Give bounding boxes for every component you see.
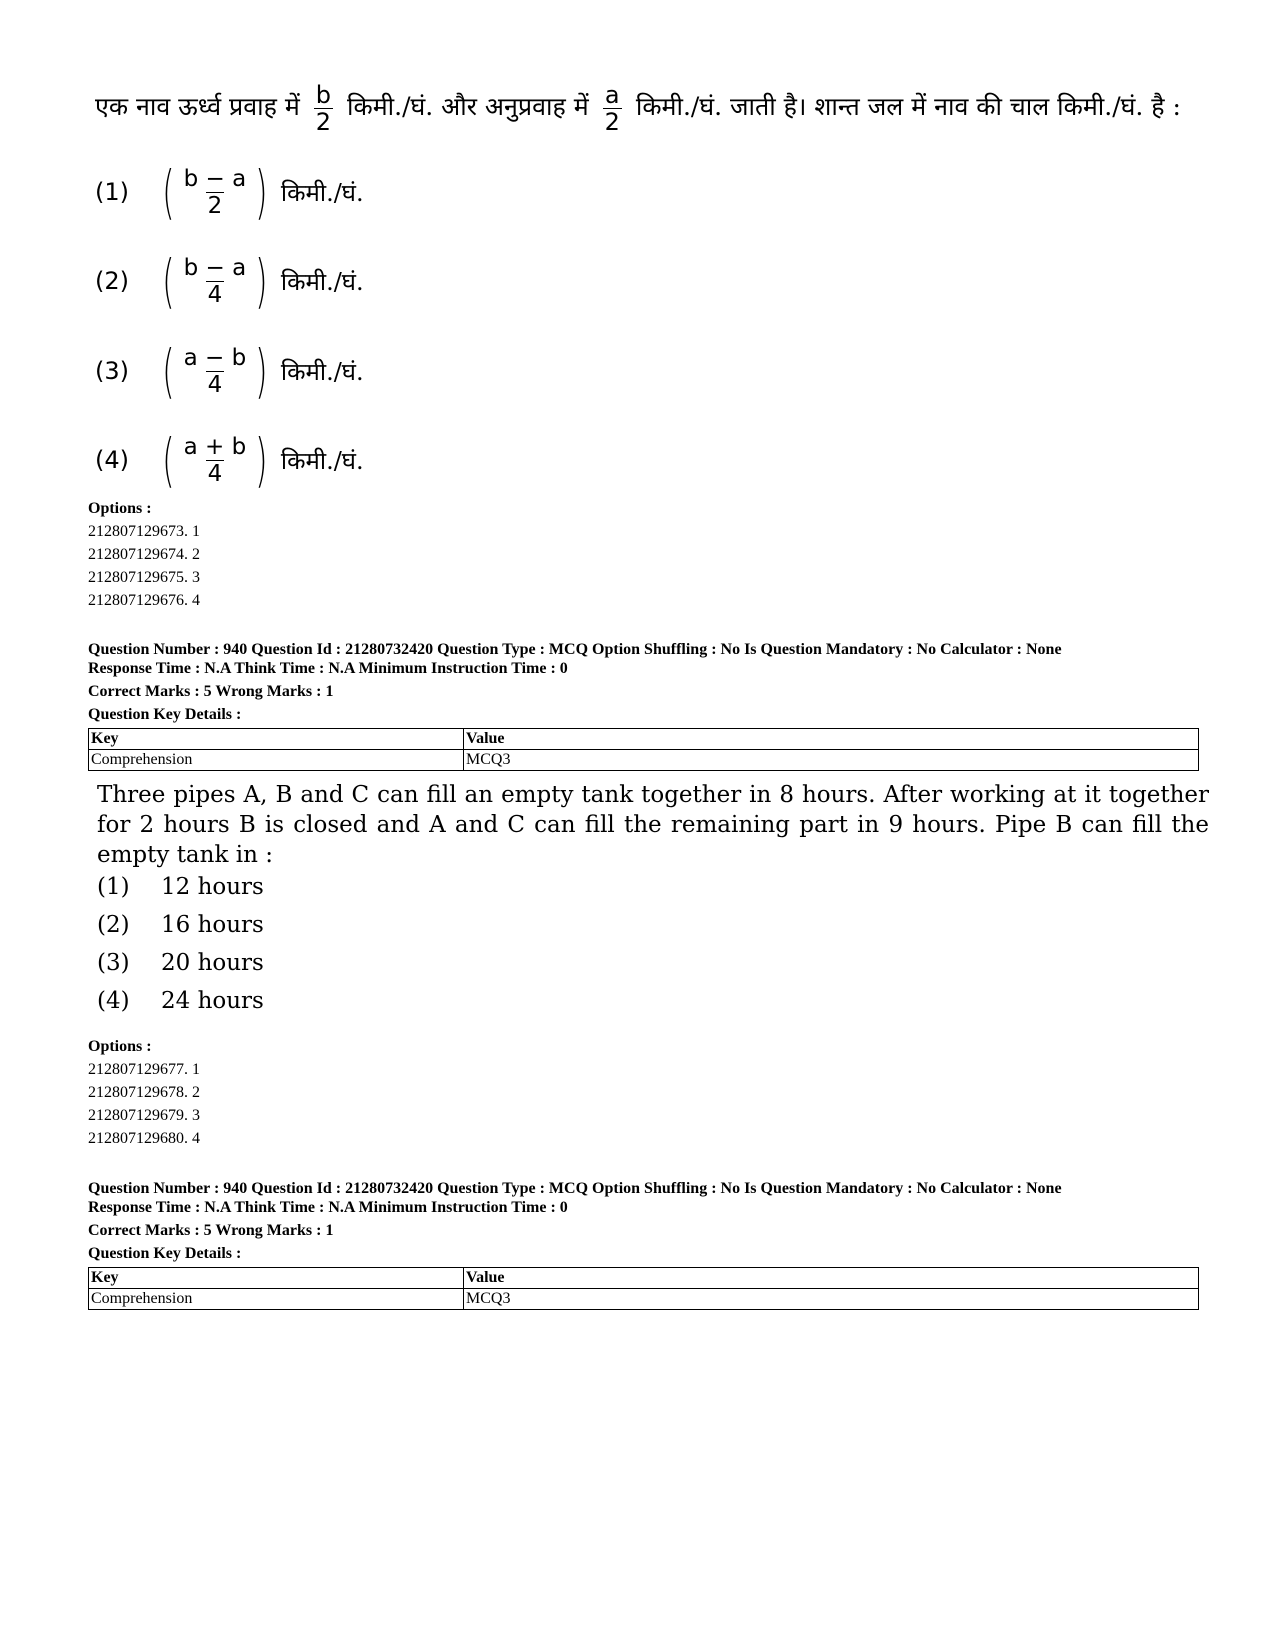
fraction-b-over-2: $\frac{b}{2}$	[315, 81, 332, 136]
q2-choice-4: (4) 24 hours	[97, 988, 264, 1014]
option-id: 212807129675. 3	[88, 569, 200, 586]
q2-choice-3: (3) 20 hours	[97, 950, 264, 976]
q2-choice-1: (1) 12 hours	[97, 874, 264, 900]
q2-choice-2: (2) 16 hours	[97, 912, 264, 938]
option-id: 212807129678. 2	[88, 1084, 200, 1101]
options-label: Options :	[88, 1038, 152, 1055]
option-id: 212807129674. 2	[88, 546, 200, 563]
fraction-a-over-2: $\frac{a}{2}$	[604, 81, 620, 136]
q1-choice-3: (3) ( $\frac{a - b}{4}$ ) किमी./घं.	[95, 337, 364, 405]
key-details-label: Question Key Details :	[88, 706, 242, 723]
q1-choice-2: (2) ( $\frac{b - a}{4}$ ) किमी./घं.	[95, 247, 364, 315]
key-details-table	[88, 728, 1199, 771]
table-row: Key Value	[89, 1268, 1199, 1289]
key-details-label: Question Key Details :	[88, 1245, 242, 1262]
option-id: 212807129677. 1	[88, 1061, 200, 1078]
question-meta-line-2: Response Time : N.A Think Time : N.A Minimum Instruction Time : 0	[88, 1199, 568, 1216]
options-label: Options :	[88, 500, 152, 517]
table-row: Comprehension MCQ3	[89, 750, 1199, 771]
q1-choice-4: (4) ( $\frac{a + b}{4}$ ) किमी./घं.	[95, 426, 364, 494]
question-meta-1	[88, 640, 1218, 725]
option-id: 212807129680. 4	[88, 1130, 200, 1147]
question-1-part-2: किमी./घं. और अनुप्रवाह में	[347, 92, 589, 121]
question-1-part-3: किमी./घं. जाती है। शान्त जल में नाव की चाल किमी./घं. है :	[635, 92, 1181, 121]
question-meta-line-1: Question Number : 940 Question Id : 21280732420 Question Type : MCQ Option Shuffling : No Is Question Mandatory : No Calculator : None	[88, 1180, 1062, 1197]
table-row: Comprehension MCQ3	[89, 1289, 1199, 1310]
table-row: Key Value	[89, 729, 1199, 750]
marks-line: Correct Marks : 5 Wrong Marks : 1	[88, 1222, 334, 1239]
question-meta-line-1: Question Number : 940 Question Id : 21280732420 Question Type : MCQ Option Shuffling : No Is Question Mandatory : No Calculator : None	[88, 641, 1062, 658]
option-id: 212807129679. 3	[88, 1107, 200, 1124]
option-id: 212807129676. 4	[88, 592, 200, 609]
question-1-text	[95, 72, 1225, 142]
q2-options	[88, 1035, 200, 1150]
question-1-part-1: एक नाव ऊर्ध्व प्रवाह में	[95, 92, 300, 121]
marks-line: Correct Marks : 5 Wrong Marks : 1	[88, 683, 334, 700]
key-details-table	[88, 1267, 1199, 1310]
question-meta-line-2: Response Time : N.A Think Time : N.A Minimum Instruction Time : 0	[88, 660, 568, 677]
q1-options	[88, 497, 200, 612]
question-meta-2	[88, 1179, 1218, 1264]
q1-choice-1: (1) ( $\frac{b - a}{2}$ ) किमी./घं.	[95, 158, 364, 226]
option-id: 212807129673. 1	[88, 523, 200, 540]
question-2-text: Three pipes A, B and C can fill an empty tank together in 8 hours. After working at it together for 2 hours B is closed and A and C can fill the remaining part in 9 hours. Pipe B can fill the empty tank in :	[97, 782, 1209, 868]
